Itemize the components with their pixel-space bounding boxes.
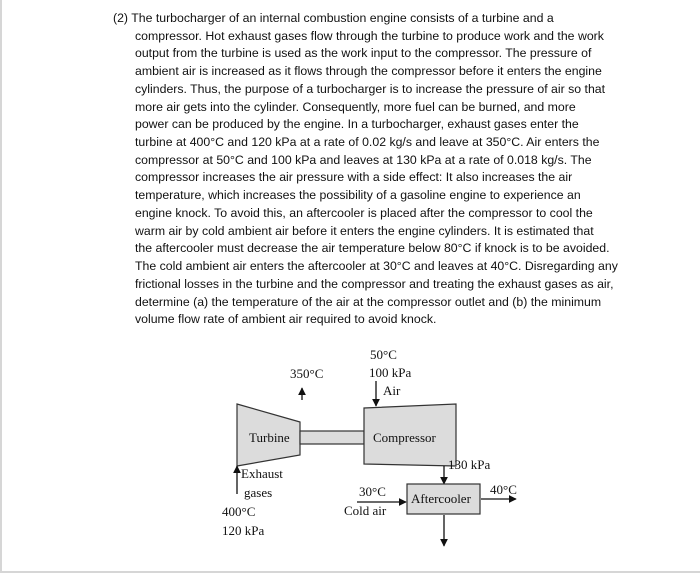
compressor-inlet-label: Air xyxy=(383,383,401,398)
problem-line: compressor increases the air pressure with a side effect: It also increases the air xyxy=(135,170,573,185)
turbine-exit-temp: 350°C xyxy=(290,366,324,381)
problem-line: (2) The turbocharger of an internal combustion engine consists of a turbine and a xyxy=(113,11,554,25)
exhaust-label-line1: Exhaust xyxy=(241,466,283,481)
compressor-inlet-pressure: 100 kPa xyxy=(369,365,412,380)
exhaust-inlet-pressure: 120 kPa xyxy=(222,523,265,538)
problem-line: frictional losses in the turbine and the compressor and treating the exhaust gases as air, xyxy=(135,276,614,291)
exhaust-label-line2: gases xyxy=(244,485,273,500)
compressor-inlet-temp: 50°C xyxy=(370,347,397,362)
cold-air-inlet-temp: 30°C xyxy=(359,484,386,499)
aftercooler-label: Aftercooler xyxy=(411,491,471,506)
problem-line: determine (a) the temperature of the air at the compressor outlet and (b) the minimum xyxy=(135,294,602,309)
problem-line: cylinders. Thus, the purpose of a turbocharger is to increase the pressure of air so that xyxy=(135,81,606,96)
problem-line: temperature, which increases the possibility of a gasoline engine to experience an xyxy=(135,188,581,203)
problem-line: power can be produced by the engine. In a turbocharger, exhaust gases enter the xyxy=(135,117,579,132)
problem-line: turbine at 400°C and 120 kPa at a rate of 0.02 kg/s and leave at 350°C. Air enters the xyxy=(135,135,600,150)
exhaust-inlet-temp: 400°C xyxy=(222,504,256,519)
problem-line: ambient air is increased as it flows through the compressor before it enters the engine xyxy=(135,64,602,79)
problem-line: volume flow rate of ambient air required to avoid knock. xyxy=(135,312,437,327)
problem-line: the aftercooler must decrease the air temperature below 80°C if knock is to be avoided. xyxy=(135,241,610,256)
turbo-shaft xyxy=(300,431,364,444)
problem-line: The cold ambient air enters the aftercooler at 30°C and leaves at 40°C. Disregarding any xyxy=(135,259,618,274)
problem-line: compressor at 50°C and 100 kPa and leaves at 130 kPa at a rate of 0.018 kg/s. The xyxy=(135,152,592,167)
compressor-label: Compressor xyxy=(373,430,436,445)
compressor-exit-pressure: 130 kPa xyxy=(448,457,491,472)
problem-line: more air gets into the cylinder. Consequently, more fuel can be burned, and more xyxy=(135,99,576,114)
problem-line: warm air by cold ambient air before it enters the engine cylinders. It is estimated that xyxy=(135,223,594,238)
problem-line: compressor. Hot exhaust gases flow through the turbine to produce work and the work xyxy=(135,28,604,43)
problem-line: output from the turbine is used as the work input to the compressor. The pressure of xyxy=(135,46,592,61)
problem-line: engine knock. To avoid this, an aftercooler is placed after the compressor to cool the xyxy=(135,205,593,220)
cold-air-exit-temp: 40°C xyxy=(490,482,517,497)
turbine-label: Turbine xyxy=(249,430,290,445)
cold-air-label: Cold air xyxy=(344,503,387,518)
